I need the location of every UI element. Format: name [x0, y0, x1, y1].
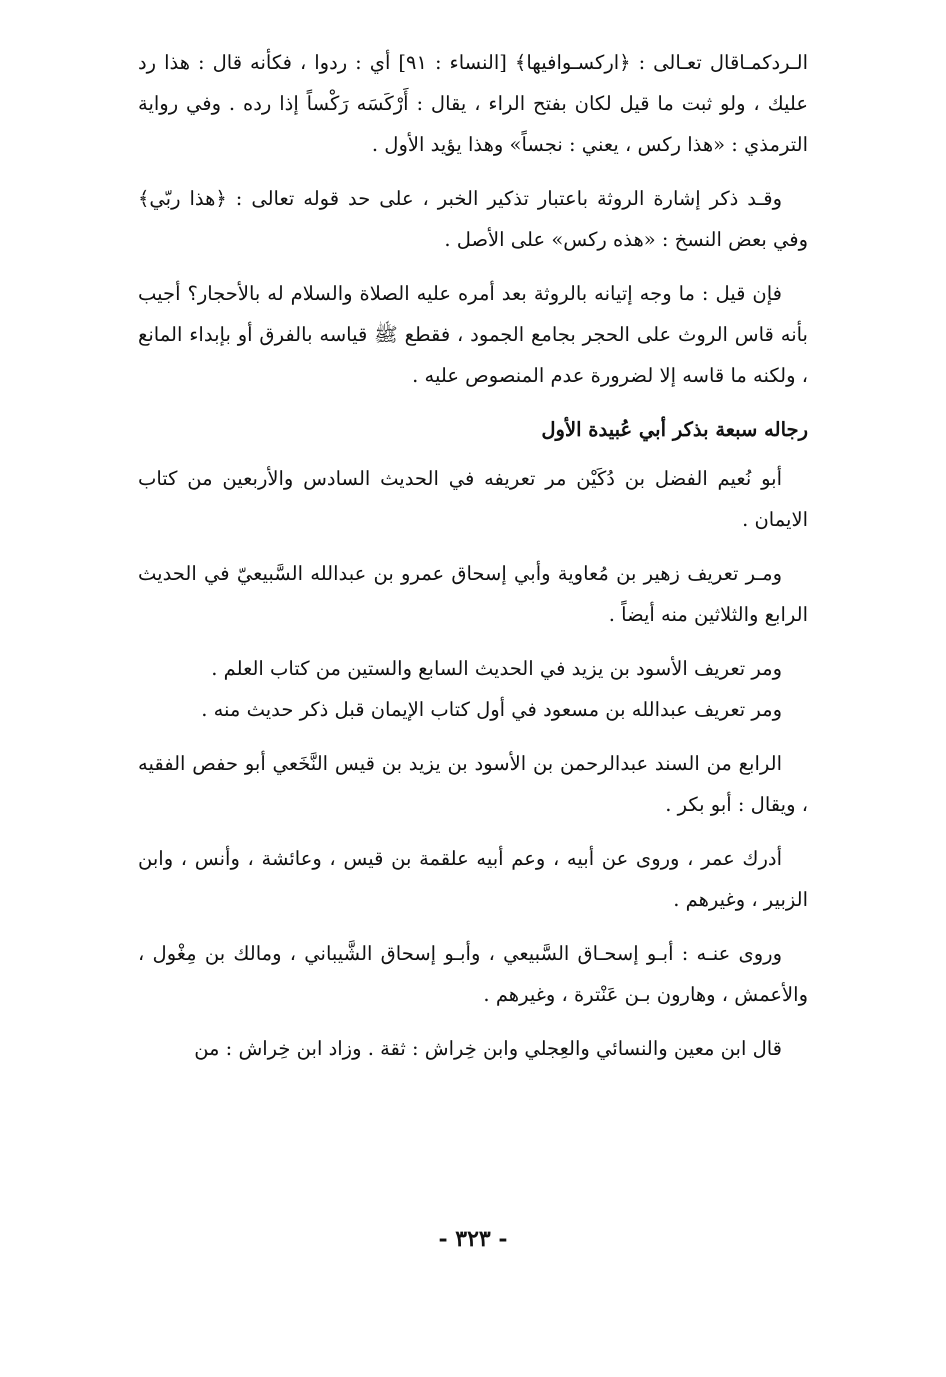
paragraph-9: أدرك عمر ، وروى عن أبيه ، وعم أبيه علقمة بن قيس ، وعائشة ، وأنس ، وابن الزبير ، وغيرهم . — [138, 847, 808, 911]
paragraph-1: الـردكمـاقال تعـالى : ﴿اركسـوافيها﴾ [النساء : ٩١] أي : ردوا ، فكأنه قال : هذا رد عليك ، ولو ثبت ما قيل لكان بفتح الراء ، يقال : أَرْكَسَه رَكْساً إذا رده . وفي رواية الترمذي : «هذا ركس ، يعني : نجساً» وهذا يؤيد الأول . — [138, 51, 808, 156]
paragraph-7: ومر تعريف عبدالله بن مسعود في أول كتاب الإيمان قبل ذكر حديث منه . — [201, 698, 782, 721]
paragraph-2: وقـد ذكر إشارة الروثة باعتبار تذكير الخبر ، على حد قوله تعالى : ﴿هذا ربّي﴾ وفي بعض النسخ : «هذه ركس» على الأصل . — [138, 187, 808, 251]
body-text — [138, 42, 808, 1082]
paragraph-8: الرابع من السند عبدالرحمن بن الأسود بن يزيد بن قيس النَّخَعي أبو حفص الفقيه ، ويقال : أبو بكر . — [138, 752, 808, 816]
section-heading: رجاله سبعة بذكر أبي عُبيدة الأول — [541, 418, 808, 441]
paragraph-3: فإن قيل : ما وجه إتيانه بالروثة بعد أمره عليه الصلاة والسلام له بالأحجار؟ أجيب بأنه قاس الروث على الحجر بجامع الجمود ، فقطع ﷺ قياسه بالفرق أو بإبداء المانع ، ولكنه ما قاسه إلا لضرورة عدم المنصوص عليه . — [138, 282, 808, 387]
paragraph-5: ومـر تعريف زهير بن مُعاوية وأبي إسحاق عمرو بن عبدالله السَّبيعيّ في الحديث الرابع والثلاثين منه أيضاً . — [138, 562, 808, 626]
paragraph-10: وروى عنـه : أبـو إسحـاق السَّبيعي ، وأبـو إسحاق الشَّيباني ، ومالك بن مِغْول ، والأعمش ، وهارون بـن عَنْترة ، وغيرهم . — [138, 942, 808, 1006]
page-number: - ٣٢٣ - — [438, 1226, 508, 1252]
paragraph-11: قال ابن معين والنسائي والعِجلي وابن خِراش : ثقة . وزاد ابن خِراش : من — [194, 1037, 782, 1060]
paragraph-6: ومر تعريف الأسود بن يزيد في الحديث السابع والستين من كتاب العلم . — [211, 657, 782, 680]
paragraph-4: أبو نُعيم الفضل بن دُكَيْن مر تعريفه في الحديث السادس والأربعين من كتاب الايمان . — [138, 467, 808, 531]
